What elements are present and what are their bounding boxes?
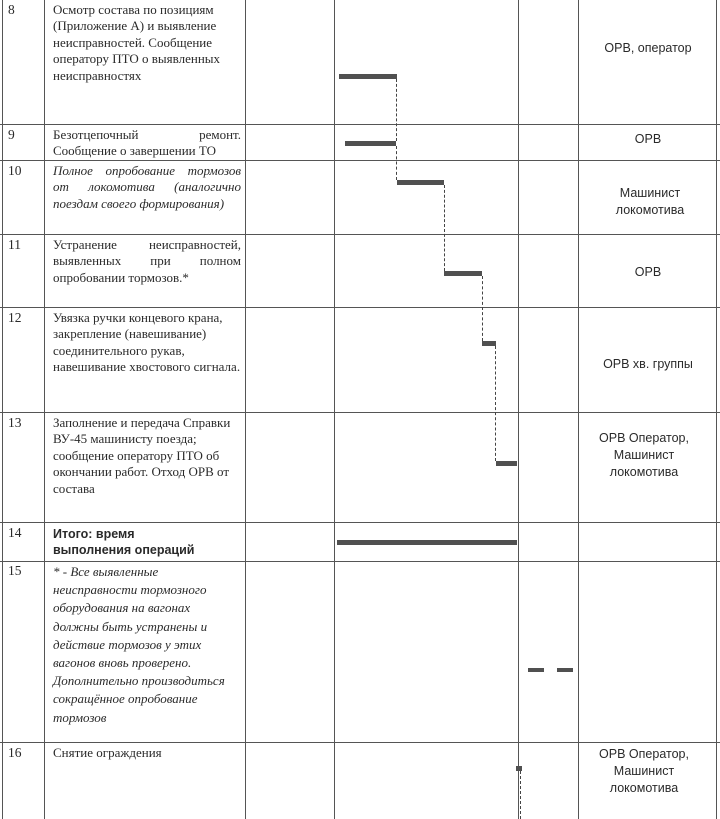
operation-text: Безотцепочный ремонт. Сообщение о завершении ТО: [53, 127, 241, 159]
gantt-bar-row-10: [397, 180, 444, 185]
table-border-left: [2, 0, 3, 819]
table-row-divider: [0, 160, 720, 161]
table-row-divider: [0, 412, 720, 413]
table-row-divider: [0, 124, 720, 125]
table-row-divider: [0, 307, 720, 308]
table-row-divider: [0, 561, 720, 562]
column-divider: [578, 0, 579, 819]
row-number: 16: [8, 745, 22, 760]
operation-text: Полное опробование тормозов от локомотива (аналогично поездам своего формирования): [53, 163, 241, 211]
gantt-bar-row-9: [345, 141, 396, 146]
table-row-divider: [0, 234, 720, 235]
gantt-connector: [444, 185, 445, 271]
column-divider: [245, 0, 246, 819]
row-number: 12: [8, 310, 22, 325]
gantt-connector: [396, 79, 397, 141]
row-number: 10: [8, 163, 22, 178]
operation-text: Увязка ручки концевого крана, закрепление (навешивание) соединительного рукав, навешивание хвостового сигнала.: [53, 310, 241, 375]
gantt-bar-row-12: [482, 341, 496, 346]
operation-text: Снятие ограждения: [53, 745, 162, 760]
table-border-right: [716, 0, 717, 819]
gantt-bar-row-13: [496, 461, 517, 466]
column-divider: [518, 0, 519, 819]
row-number: 13: [8, 415, 22, 430]
gantt-bar-total: [337, 540, 517, 545]
performer-text: ОРВ хв. группы: [603, 357, 693, 371]
performer-text: ОРВ: [634, 265, 662, 279]
gantt-connector: [495, 346, 496, 461]
performer-text: ОРВ Оператор, Машинист локомотива: [599, 431, 689, 479]
performer-text: Машинист локомотива: [615, 186, 685, 217]
operation-text: Осмотр состава по позициям (Приложение А) и выявление неисправностей. Сообщение оператору ПТО о выявленных неисправностях: [53, 2, 221, 83]
row-number: 11: [8, 237, 21, 252]
table-row-divider: [0, 742, 720, 743]
gantt-bar-row-8: [339, 74, 397, 79]
operation-text: Заполнение и передача Справки ВУ-45 машинисту поезда; сообщение оператору ПТО об окончании работ. Отход ОРВ от состава: [53, 415, 231, 496]
operation-text: * - Все выявленные неисправности тормозного оборудования на вагонах должны быть устранены и действие тормозов у этих вагонов вновь проверено. Дополнительно производиться сокращённое опробование тормозов: [53, 564, 225, 725]
gantt-bar-row-15-a: [528, 668, 544, 672]
column-divider: [334, 0, 335, 819]
gantt-bar-row-16: [516, 766, 522, 771]
gantt-connector: [396, 146, 397, 180]
operation-text: Итого: время выполнения операций: [53, 527, 195, 557]
gantt-connector: [482, 276, 483, 341]
performer-text: ОРВ, оператор: [604, 41, 692, 55]
operation-text: Устранение неисправностей, выявленных при полном опробовании тормозов.*: [53, 237, 241, 285]
gantt-bar-row-11: [444, 271, 482, 276]
row-number: 15: [8, 563, 22, 578]
column-divider: [44, 0, 45, 819]
table-row-divider: [0, 522, 720, 523]
gantt-bar-row-15-b: [557, 668, 573, 672]
performer-text: ОРВ: [634, 132, 662, 146]
row-number: 9: [8, 127, 15, 142]
row-number: 8: [8, 2, 15, 17]
row-number: 14: [8, 525, 22, 540]
performer-text: ОРВ Оператор, Машинист локомотива: [599, 747, 689, 795]
gantt-connector: [520, 771, 521, 819]
